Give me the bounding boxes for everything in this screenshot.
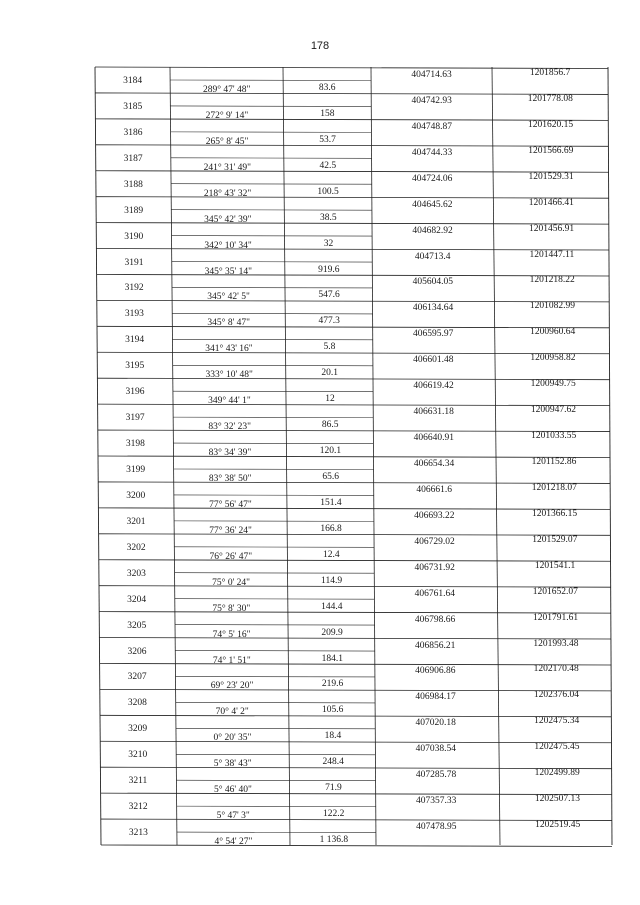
cell-x: 406631.18	[413, 407, 454, 418]
cell-y: 1201082.99	[529, 301, 575, 312]
cell-x: 407357.33	[415, 796, 457, 807]
cell-point: 3188	[123, 179, 143, 190]
cell-bearing: 345° 35' 14"	[204, 266, 252, 277]
grid-line	[171, 184, 372, 185]
cell-bearing: 0° 20' 35"	[213, 733, 252, 744]
cell-point: 3193	[124, 309, 144, 320]
cell-x: 406729.02	[414, 536, 455, 547]
cell-bearing: 289° 47' 48"	[202, 85, 251, 95]
cell-point: 3191	[124, 257, 144, 268]
grid-line	[176, 754, 375, 755]
grid-line	[172, 339, 372, 340]
grid-line	[173, 417, 373, 418]
cell-point: 3196	[125, 387, 145, 398]
cell-bearing: 74° 1' 51"	[212, 655, 251, 666]
cell-point: 3184	[123, 76, 143, 86]
cell-distance: 219.6	[321, 679, 344, 690]
cell-x: 407478.95	[416, 822, 457, 833]
grid-line	[174, 469, 374, 470]
cell-x: 404713.4	[414, 251, 451, 262]
cell-bearing: 345° 42' 39"	[204, 214, 252, 225]
cell-x: 404724.06	[411, 173, 453, 184]
cell-x: 404714.63	[411, 70, 452, 80]
cell-x: 404748.87	[411, 121, 453, 132]
cell-distance: 184.1	[321, 653, 343, 664]
grid-line	[173, 443, 373, 444]
cell-x: 406906.86	[415, 666, 456, 677]
cell-bearing: 218° 43' 32"	[203, 188, 252, 199]
cell-y: 1201152.86	[531, 457, 577, 467]
grid-line	[174, 547, 374, 548]
cell-distance: 5.8	[323, 342, 336, 353]
cell-distance: 248.4	[322, 757, 344, 768]
cell-x: 406761.64	[414, 588, 456, 599]
cell-distance: 547.6	[318, 290, 340, 301]
cell-y: 1201447.11	[529, 249, 575, 260]
cell-point: 3209	[128, 724, 148, 735]
cell-point: 3185	[123, 101, 143, 112]
cell-point: 3190	[124, 231, 144, 242]
cell-distance: 166.8	[320, 523, 342, 534]
cell-point: 3192	[124, 283, 144, 294]
cell-bearing: 349° 44' 1"	[208, 396, 251, 407]
cell-distance: 20.1	[321, 368, 339, 379]
cell-y: 1201566.69	[528, 145, 574, 156]
grid-line	[175, 625, 375, 626]
grid-line	[177, 806, 376, 807]
grid-line	[171, 132, 372, 133]
cell-y: 1202499.89	[534, 768, 580, 779]
cell-y: 1201218.22	[529, 275, 575, 286]
cell-bearing: 75° 8' 30"	[212, 603, 251, 614]
cell-distance: 114.9	[321, 575, 343, 586]
cell-x: 406731.92	[414, 562, 455, 573]
cell-y: 1201456.91	[529, 223, 575, 234]
cell-bearing: 70° 4' 2"	[215, 707, 249, 718]
cell-y: 1201791.61	[533, 612, 579, 623]
cell-y: 1201993.48	[533, 638, 579, 649]
cell-bearing: 77° 36' 24"	[209, 525, 252, 536]
cell-distance: 71.9	[325, 783, 342, 794]
grid-line	[170, 106, 371, 107]
cell-x: 406601.48	[413, 355, 454, 366]
cell-distance: 65.6	[322, 472, 339, 482]
cell-point: 3201	[126, 516, 146, 527]
cell-x: 406984.17	[415, 692, 456, 703]
cell-x: 406134.64	[412, 303, 454, 314]
cell-y: 1201778.08	[527, 93, 573, 104]
cell-bearing: 341° 43' 16"	[205, 344, 253, 355]
cell-distance: 12	[325, 394, 335, 405]
grid-line	[176, 728, 375, 729]
cell-y: 1201529.31	[528, 171, 574, 182]
cell-point: 3200	[126, 490, 146, 501]
cell-bearing: 345° 8' 47"	[207, 318, 251, 329]
grid-line	[175, 573, 375, 574]
grid-line	[177, 832, 376, 833]
cell-point: 3195	[125, 361, 145, 372]
cell-distance: 144.4	[321, 601, 343, 612]
cell-bearing: 5° 38' 43"	[213, 759, 252, 770]
cell-distance: 120.1	[319, 446, 342, 457]
cell-x: 404744.33	[411, 147, 453, 158]
cell-bearing: 69° 23' 20"	[210, 681, 254, 692]
grid-line	[173, 391, 373, 392]
cell-x: 407020.18	[415, 718, 456, 729]
grid-line	[176, 780, 375, 781]
cell-x: 406693.22	[414, 510, 455, 521]
cell-y: 1202519.45	[535, 820, 581, 831]
page-number: 178	[310, 40, 330, 52]
cell-point: 3187	[123, 153, 143, 164]
cell-bearing: 76° 26' 47"	[209, 551, 253, 562]
cell-point: 3211	[128, 776, 148, 787]
cell-bearing: 83° 32' 23"	[208, 422, 251, 433]
cell-point: 3208	[127, 698, 147, 709]
cell-x: 406798.66	[414, 614, 456, 625]
cell-point: 3194	[125, 335, 145, 346]
grid-line	[171, 158, 372, 159]
cell-point: 3189	[124, 205, 144, 216]
cell-bearing: 345° 42' 5"	[207, 292, 250, 303]
cell-bearing: 342° 10' 34"	[204, 240, 252, 251]
cell-bearing: 272° 9' 14"	[205, 110, 249, 121]
cell-y: 1201620.15	[527, 119, 574, 130]
cell-x: 405604.05	[412, 277, 454, 288]
cell-bearing: 5° 46' 40"	[214, 785, 252, 796]
cell-x: 406640.91	[413, 433, 455, 444]
cell-bearing: 77° 56' 47"	[209, 499, 252, 510]
cell-y: 1201652.07	[532, 586, 578, 597]
grid-line	[175, 599, 375, 600]
cell-distance: 209.9	[321, 627, 343, 638]
cell-point: 3205	[127, 620, 147, 631]
cell-bearing: 4° 54' 27"	[214, 837, 253, 848]
cell-y: 1201466.41	[528, 197, 574, 208]
cell-distance: 18.4	[324, 731, 342, 742]
cell-x: 404682.92	[412, 225, 453, 236]
grid-line	[608, 67, 612, 845]
cell-x: 406595.97	[412, 329, 454, 340]
cell-x: 404645.62	[412, 199, 453, 210]
cell-distance: 32	[323, 238, 334, 249]
grid-line	[170, 80, 371, 81]
grid-line	[172, 287, 372, 288]
cell-x: 406619.42	[413, 381, 454, 392]
cell-bearing: 241° 31' 49"	[203, 162, 252, 173]
cell-distance: 38.5	[319, 212, 337, 223]
cell-x: 407285.78	[415, 770, 457, 781]
cell-y: 1201856.7	[529, 68, 571, 78]
cell-y: 1201366.15	[531, 508, 578, 519]
cell-x: 404742.93	[411, 95, 452, 106]
cell-distance: 83.6	[318, 83, 336, 93]
cell-point: 3213	[128, 828, 148, 839]
cell-point: 3212	[128, 802, 148, 813]
cell-y: 1200960.64	[530, 327, 576, 338]
cell-distance: 100.5	[317, 186, 339, 197]
grid-line	[172, 262, 372, 263]
cell-point: 3206	[127, 646, 147, 657]
cell-bearing: 5° 47' 3"	[216, 811, 250, 822]
grid-line	[176, 702, 375, 703]
cell-point: 3197	[125, 413, 145, 424]
cell-y: 1200958.82	[530, 353, 576, 364]
grid-line	[172, 236, 373, 237]
cell-bearing: 75° 0' 24"	[212, 577, 251, 588]
grid-line	[173, 365, 373, 366]
grid-line	[174, 521, 374, 522]
cell-x: 407038.54	[415, 744, 457, 755]
cell-distance: 42.5	[319, 160, 337, 171]
cell-point: 3207	[127, 672, 147, 683]
cell-distance: 105.6	[322, 705, 344, 716]
cell-y: 1202170.48	[533, 664, 579, 675]
cell-x: 406856.21	[414, 640, 456, 651]
grid-line	[175, 676, 374, 677]
cell-distance: 12.4	[323, 549, 340, 560]
cell-y: 1201529.07	[532, 534, 578, 545]
cell-bearing: 333° 10' 48"	[205, 370, 253, 381]
grid-line	[175, 651, 374, 652]
cell-y: 1200949.75	[530, 379, 576, 390]
cell-distance: 53.7	[319, 134, 336, 145]
grid-line	[172, 313, 372, 314]
cell-distance: 919.6	[318, 264, 340, 275]
cell-bearing: 83° 34' 39"	[208, 448, 252, 459]
cell-y: 1201541.1	[534, 560, 576, 571]
cell-bearing: 74° 5' 16"	[212, 629, 251, 640]
cell-x: 406654.34	[413, 459, 455, 469]
cell-y: 1202475.45	[534, 742, 580, 753]
cell-point: 3198	[125, 439, 145, 450]
cell-y: 1200947.62	[530, 405, 577, 416]
cell-distance: 158	[320, 108, 335, 119]
cell-distance: 151.4	[320, 497, 342, 508]
cell-point: 3199	[126, 465, 146, 475]
grid-line	[171, 210, 372, 211]
cell-distance: 86.5	[321, 420, 339, 431]
grid-line	[174, 495, 374, 496]
cell-point: 3210	[128, 750, 148, 761]
cell-y: 1202507.13	[534, 794, 581, 805]
cell-distance: 122.2	[322, 809, 345, 820]
cell-distance: 477.3	[318, 316, 340, 327]
cell-point: 3203	[126, 568, 146, 579]
cell-y: 1202475.34	[534, 716, 580, 727]
cell-point: 3202	[126, 542, 146, 553]
cell-x: 406661.6	[416, 484, 452, 495]
cell-y: 1201218.07	[531, 482, 577, 493]
cell-point: 3204	[127, 594, 147, 605]
cell-y: 1201033.55	[531, 431, 577, 442]
cell-bearing: 83° 38' 50"	[208, 474, 252, 484]
cell-bearing: 265° 8' 45"	[205, 136, 249, 147]
cell-y: 1202376.04	[533, 690, 579, 701]
cell-point: 3186	[123, 127, 143, 138]
cell-distance: 1 136.8	[319, 835, 349, 846]
